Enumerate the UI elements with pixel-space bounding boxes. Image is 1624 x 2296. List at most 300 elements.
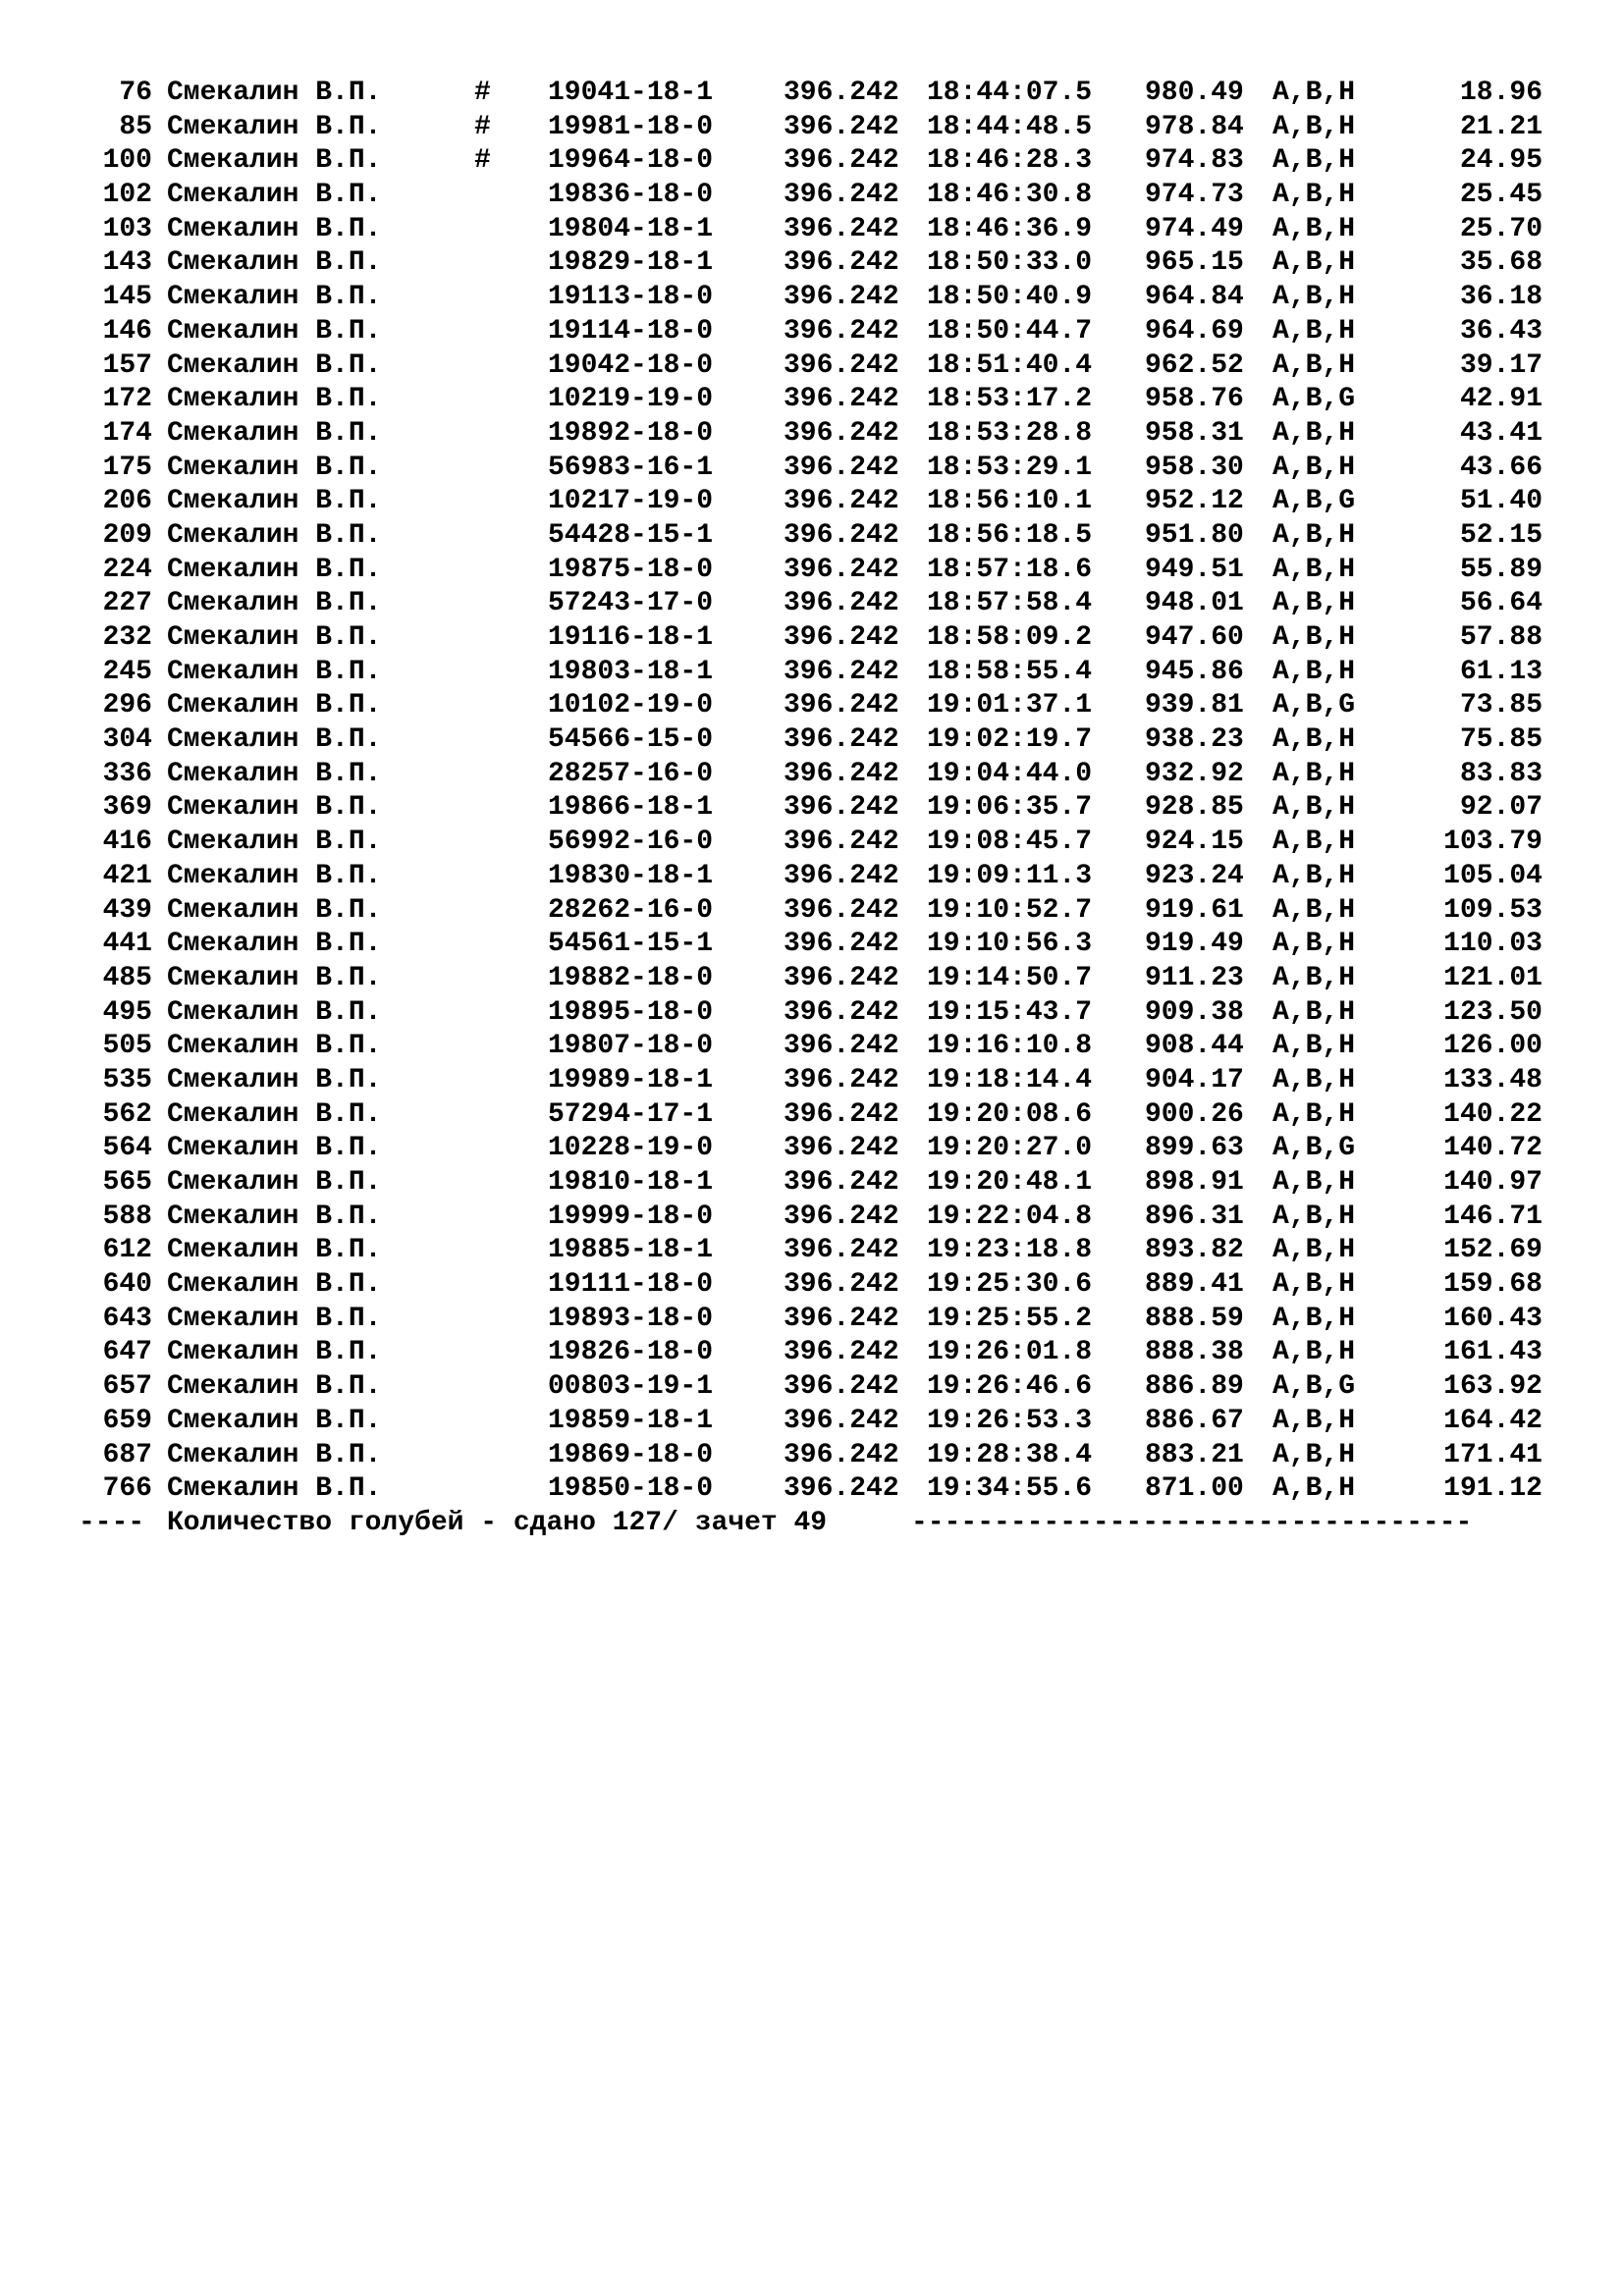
- table-row: [0, 281, 1624, 315]
- flags-cell: A,B,H: [1272, 1031, 1356, 1062]
- points-cell: 52.15: [1459, 519, 1543, 551]
- place-cell: 535: [102, 1064, 152, 1095]
- place-cell: 562: [102, 1098, 152, 1130]
- flags-cell: A,B,H: [1272, 282, 1356, 313]
- flags-cell: A,B,H: [1272, 145, 1356, 177]
- place-cell: 439: [102, 894, 152, 926]
- distance-cell: 396.242: [784, 656, 899, 687]
- ring-number-cell: 19113-18-0: [548, 282, 714, 313]
- speed-cell: 958.31: [1145, 417, 1244, 449]
- arrival-time-cell: 19:06:35.7: [927, 792, 1093, 824]
- place-cell: 172: [102, 384, 152, 415]
- points-cell: 140.72: [1443, 1133, 1543, 1164]
- arrival-time-cell: 19:10:56.3: [927, 929, 1093, 960]
- arrival-time-cell: 18:46:36.9: [927, 213, 1093, 244]
- flags-cell: A,B,H: [1272, 349, 1356, 381]
- ring-number-cell: 19826-18-0: [548, 1337, 714, 1368]
- flags-cell: A,B,H: [1272, 315, 1356, 347]
- arrival-time-cell: 19:28:38.4: [927, 1439, 1093, 1470]
- table-row: [0, 894, 1624, 929]
- fancier-name-cell: Смекалин В.П.: [167, 929, 382, 960]
- table-row: [0, 554, 1624, 588]
- distance-cell: 396.242: [784, 724, 899, 756]
- fancier-name-cell: Смекалин В.П.: [167, 1269, 382, 1301]
- ring-number-cell: 19836-18-0: [548, 180, 714, 211]
- flags-cell: A,B,H: [1272, 827, 1356, 858]
- ring-number-cell: 19810-18-1: [548, 1167, 714, 1198]
- fancier-name-cell: Смекалин В.П.: [167, 417, 382, 449]
- distance-cell: 396.242: [784, 1133, 899, 1164]
- arrival-time-cell: 18:50:44.7: [927, 315, 1093, 347]
- points-cell: 36.43: [1459, 315, 1543, 347]
- flags-cell: A,B,H: [1272, 1201, 1356, 1232]
- distance-cell: 396.242: [784, 180, 899, 211]
- distance-cell: 396.242: [784, 996, 899, 1028]
- distance-cell: 396.242: [784, 827, 899, 858]
- fancier-name-cell: Смекалин В.П.: [167, 282, 382, 313]
- fancier-name-cell: Смекалин В.П.: [167, 213, 382, 244]
- fancier-name-cell: Смекалин В.П.: [167, 996, 382, 1028]
- flags-cell: A,B,H: [1272, 929, 1356, 960]
- arrival-time-cell: 19:20:48.1: [927, 1167, 1093, 1198]
- distance-cell: 396.242: [784, 145, 899, 177]
- fancier-name-cell: Смекалин В.П.: [167, 792, 382, 824]
- fancier-name-cell: Смекалин В.П.: [167, 78, 382, 108]
- arrival-time-cell: 19:26:46.6: [927, 1371, 1093, 1403]
- arrival-time-cell: 19:04:44.0: [927, 758, 1093, 789]
- distance-cell: 396.242: [784, 1337, 899, 1368]
- points-cell: 123.50: [1443, 996, 1543, 1028]
- place-cell: 175: [102, 452, 152, 483]
- arrival-time-cell: 19:08:45.7: [927, 827, 1093, 858]
- flags-cell: A,B,H: [1272, 996, 1356, 1028]
- ring-number-cell: 19964-18-0: [548, 145, 714, 177]
- ring-number-cell: 10217-19-0: [548, 486, 714, 517]
- distance-cell: 396.242: [784, 452, 899, 483]
- points-cell: 159.68: [1443, 1269, 1543, 1301]
- arrival-time-cell: 19:25:30.6: [927, 1269, 1093, 1301]
- points-cell: 55.89: [1459, 554, 1543, 585]
- arrival-time-cell: 18:44:07.5: [927, 78, 1093, 108]
- speed-cell: 883.21: [1145, 1439, 1244, 1470]
- speed-cell: 974.73: [1145, 180, 1244, 211]
- table-row: [0, 77, 1624, 111]
- speed-cell: 958.76: [1145, 384, 1244, 415]
- points-cell: 43.41: [1459, 417, 1543, 449]
- speed-cell: 939.81: [1145, 690, 1244, 721]
- arrival-time-cell: 19:09:11.3: [927, 860, 1093, 891]
- table-row: [0, 349, 1624, 384]
- table-row: [0, 1336, 1624, 1370]
- distance-cell: 396.242: [784, 1167, 899, 1198]
- points-cell: 191.12: [1443, 1473, 1543, 1505]
- ring-number-cell: 19804-18-1: [548, 213, 714, 244]
- points-cell: 42.91: [1459, 384, 1543, 415]
- table-row: [0, 860, 1624, 894]
- flags-cell: A,B,H: [1272, 588, 1356, 619]
- distance-cell: 396.242: [784, 1201, 899, 1232]
- ring-number-cell: 10102-19-0: [548, 690, 714, 721]
- footer-summary-text: Количество голубей - сдано 127/ зачет 49: [167, 1507, 828, 1538]
- ring-number-cell: 19885-18-1: [548, 1235, 714, 1266]
- flags-cell: A,B,H: [1272, 417, 1356, 449]
- fancier-name-cell: Смекалин В.П.: [167, 1337, 382, 1368]
- flags-cell: A,B,G: [1272, 384, 1356, 415]
- speed-cell: 911.23: [1145, 962, 1244, 993]
- arrival-time-cell: 19:01:37.1: [927, 690, 1093, 721]
- points-cell: 103.79: [1443, 827, 1543, 858]
- distance-cell: 396.242: [784, 554, 899, 585]
- points-cell: 25.70: [1459, 213, 1543, 244]
- ring-number-cell: 19999-18-0: [548, 1201, 714, 1232]
- flags-cell: A,B,H: [1272, 1098, 1356, 1130]
- flags-cell: A,B,H: [1272, 1064, 1356, 1095]
- flags-cell: A,B,G: [1272, 690, 1356, 721]
- place-cell: 146: [102, 315, 152, 347]
- arrival-time-cell: 18:58:55.4: [927, 656, 1093, 687]
- table-row: [0, 315, 1624, 349]
- fancier-name-cell: Смекалин В.П.: [167, 452, 382, 483]
- arrival-time-cell: 19:20:27.0: [927, 1133, 1093, 1164]
- table-row: [0, 1030, 1624, 1064]
- distance-cell: 396.242: [784, 690, 899, 721]
- points-cell: 133.48: [1443, 1064, 1543, 1095]
- arrival-time-cell: 18:44:48.5: [927, 111, 1093, 142]
- speed-cell: 924.15: [1145, 827, 1244, 858]
- place-cell: 687: [102, 1439, 152, 1470]
- distance-cell: 396.242: [784, 1098, 899, 1130]
- points-cell: 51.40: [1459, 486, 1543, 517]
- speed-cell: 908.44: [1145, 1031, 1244, 1062]
- place-cell: 232: [102, 622, 152, 653]
- speed-cell: 893.82: [1145, 1235, 1244, 1266]
- points-cell: 126.00: [1443, 1031, 1543, 1062]
- ring-number-cell: 19859-18-1: [548, 1405, 714, 1436]
- flags-cell: A,B,H: [1272, 519, 1356, 551]
- flags-cell: A,B,H: [1272, 78, 1356, 108]
- table-row: [0, 1234, 1624, 1268]
- speed-cell: 974.49: [1145, 213, 1244, 244]
- place-cell: 643: [102, 1303, 152, 1334]
- speed-cell: 898.91: [1145, 1167, 1244, 1198]
- arrival-time-cell: 19:34:55.6: [927, 1473, 1093, 1505]
- speed-cell: 952.12: [1145, 486, 1244, 517]
- arrival-time-cell: 19:25:55.2: [927, 1303, 1093, 1334]
- distance-cell: 396.242: [784, 1439, 899, 1470]
- place-cell: 102: [102, 180, 152, 211]
- speed-cell: 978.84: [1145, 111, 1244, 142]
- ring-number-cell: 19866-18-1: [548, 792, 714, 824]
- points-cell: 57.88: [1459, 622, 1543, 653]
- speed-cell: 886.89: [1145, 1371, 1244, 1403]
- place-cell: 336: [102, 758, 152, 789]
- distance-cell: 396.242: [784, 792, 899, 824]
- points-cell: 105.04: [1443, 860, 1543, 891]
- table-row: [0, 144, 1624, 179]
- distance-cell: 396.242: [784, 213, 899, 244]
- flags-cell: A,B,H: [1272, 860, 1356, 891]
- fancier-name-cell: Смекалин В.П.: [167, 1473, 382, 1505]
- fancier-name-cell: Смекалин В.П.: [167, 486, 382, 517]
- place-cell: 209: [102, 519, 152, 551]
- arrival-time-cell: 19:02:19.7: [927, 724, 1093, 756]
- table-row: [0, 996, 1624, 1031]
- table-row: [0, 485, 1624, 519]
- speed-cell: 889.41: [1145, 1269, 1244, 1301]
- place-cell: 157: [102, 349, 152, 381]
- fancier-name-cell: Смекалин В.П.: [167, 519, 382, 551]
- ring-number-cell: 19989-18-1: [548, 1064, 714, 1095]
- mark-cell: #: [474, 78, 491, 108]
- points-cell: 121.01: [1443, 962, 1543, 993]
- flags-cell: A,B,H: [1272, 213, 1356, 244]
- points-cell: 73.85: [1459, 690, 1543, 721]
- speed-cell: 919.61: [1145, 894, 1244, 926]
- distance-cell: 396.242: [784, 1303, 899, 1334]
- distance-cell: 396.242: [784, 519, 899, 551]
- distance-cell: 396.242: [784, 1405, 899, 1436]
- ring-number-cell: 19830-18-1: [548, 860, 714, 891]
- table-row: [0, 962, 1624, 996]
- points-cell: 61.13: [1459, 656, 1543, 687]
- speed-cell: 958.30: [1145, 452, 1244, 483]
- fancier-name-cell: Смекалин В.П.: [167, 860, 382, 891]
- distance-cell: 396.242: [784, 315, 899, 347]
- place-cell: 85: [119, 111, 152, 142]
- speed-cell: 928.85: [1145, 792, 1244, 824]
- ring-number-cell: 57294-17-1: [548, 1098, 714, 1130]
- speed-cell: 904.17: [1145, 1064, 1244, 1095]
- ring-number-cell: 19882-18-0: [548, 962, 714, 993]
- place-cell: 659: [102, 1405, 152, 1436]
- speed-cell: 945.86: [1145, 656, 1244, 687]
- ring-number-cell: 19893-18-0: [548, 1303, 714, 1334]
- table-row: [0, 723, 1624, 758]
- arrival-time-cell: 19:26:53.3: [927, 1405, 1093, 1436]
- distance-cell: 396.242: [784, 860, 899, 891]
- speed-cell: 886.67: [1145, 1405, 1244, 1436]
- arrival-time-cell: 18:56:10.1: [927, 486, 1093, 517]
- table-row: [0, 621, 1624, 656]
- table-row: [0, 791, 1624, 826]
- ring-number-cell: 19111-18-0: [548, 1269, 714, 1301]
- table-row: [0, 826, 1624, 860]
- speed-cell: 947.60: [1145, 622, 1244, 653]
- place-cell: 612: [102, 1235, 152, 1266]
- ring-number-cell: 19807-18-0: [548, 1031, 714, 1062]
- fancier-name-cell: Смекалин В.П.: [167, 827, 382, 858]
- speed-cell: 974.83: [1145, 145, 1244, 177]
- flags-cell: A,B,H: [1272, 1337, 1356, 1368]
- fancier-name-cell: Смекалин В.П.: [167, 1235, 382, 1266]
- place-cell: 495: [102, 996, 152, 1028]
- distance-cell: 396.242: [784, 111, 899, 142]
- distance-cell: 396.242: [784, 929, 899, 960]
- place-cell: 227: [102, 588, 152, 619]
- table-row: [0, 1472, 1624, 1507]
- fancier-name-cell: Смекалин В.П.: [167, 1371, 382, 1403]
- table-row: [0, 179, 1624, 213]
- fancier-name-cell: Смекалин В.П.: [167, 554, 382, 585]
- distance-cell: 396.242: [784, 1473, 899, 1505]
- summary-footer: [0, 1507, 1624, 1541]
- flags-cell: A,B,H: [1272, 1269, 1356, 1301]
- ring-number-cell: 19895-18-0: [548, 996, 714, 1028]
- flags-cell: A,B,G: [1272, 486, 1356, 517]
- place-cell: 485: [102, 962, 152, 993]
- flags-cell: A,B,H: [1272, 1439, 1356, 1470]
- place-cell: 206: [102, 486, 152, 517]
- points-cell: 140.22: [1443, 1098, 1543, 1130]
- distance-cell: 396.242: [784, 1031, 899, 1062]
- arrival-time-cell: 19:26:01.8: [927, 1337, 1093, 1368]
- distance-cell: 396.242: [784, 962, 899, 993]
- points-cell: 39.17: [1459, 349, 1543, 381]
- place-cell: 145: [102, 282, 152, 313]
- distance-cell: 396.242: [784, 894, 899, 926]
- ring-number-cell: 19041-18-1: [548, 78, 714, 108]
- table-row: [0, 452, 1624, 486]
- table-row: [0, 656, 1624, 690]
- mark-cell: #: [474, 145, 491, 177]
- table-row: [0, 383, 1624, 417]
- ring-number-cell: 00803-19-1: [548, 1371, 714, 1403]
- points-cell: 146.71: [1443, 1201, 1543, 1232]
- flags-cell: A,B,H: [1272, 1405, 1356, 1436]
- fancier-name-cell: Смекалин В.П.: [167, 1133, 382, 1164]
- place-cell: 421: [102, 860, 152, 891]
- fancier-name-cell: Смекалин В.П.: [167, 247, 382, 279]
- flags-cell: A,B,H: [1272, 622, 1356, 653]
- ring-number-cell: 57243-17-0: [548, 588, 714, 619]
- points-cell: 35.68: [1459, 247, 1543, 279]
- ring-number-cell: 19869-18-0: [548, 1439, 714, 1470]
- arrival-time-cell: 18:46:28.3: [927, 145, 1093, 177]
- fancier-name-cell: Смекалин В.П.: [167, 111, 382, 142]
- flags-cell: A,B,H: [1272, 758, 1356, 789]
- ring-number-cell: 19892-18-0: [548, 417, 714, 449]
- arrival-time-cell: 18:53:29.1: [927, 452, 1093, 483]
- table-row: [0, 1064, 1624, 1098]
- fancier-name-cell: Смекалин В.П.: [167, 622, 382, 653]
- ring-number-cell: 19850-18-0: [548, 1473, 714, 1505]
- arrival-time-cell: 19:22:04.8: [927, 1201, 1093, 1232]
- fancier-name-cell: Смекалин В.П.: [167, 894, 382, 926]
- ring-number-cell: 19981-18-0: [548, 111, 714, 142]
- distance-cell: 396.242: [784, 1371, 899, 1403]
- flags-cell: A,B,H: [1272, 656, 1356, 687]
- flags-cell: A,B,H: [1272, 554, 1356, 585]
- ring-number-cell: 19114-18-0: [548, 315, 714, 347]
- points-cell: 56.64: [1459, 588, 1543, 619]
- table-row: [0, 587, 1624, 621]
- fancier-name-cell: Смекалин В.П.: [167, 962, 382, 993]
- ring-number-cell: 19042-18-0: [548, 349, 714, 381]
- points-cell: 163.92: [1443, 1371, 1543, 1403]
- place-cell: 103: [102, 213, 152, 244]
- flags-cell: A,B,H: [1272, 452, 1356, 483]
- place-cell: 245: [102, 656, 152, 687]
- place-cell: 441: [102, 929, 152, 960]
- flags-cell: A,B,G: [1272, 1133, 1356, 1164]
- arrival-time-cell: 18:57:58.4: [927, 588, 1093, 619]
- points-cell: 24.95: [1459, 145, 1543, 177]
- table-row: [0, 1303, 1624, 1337]
- place-cell: 766: [102, 1473, 152, 1505]
- speed-cell: 964.84: [1145, 282, 1244, 313]
- fancier-name-cell: Смекалин В.П.: [167, 180, 382, 211]
- place-cell: 304: [102, 724, 152, 756]
- points-cell: 140.97: [1443, 1167, 1543, 1198]
- speed-cell: 888.59: [1145, 1303, 1244, 1334]
- speed-cell: 932.92: [1145, 758, 1244, 789]
- flags-cell: A,B,H: [1272, 247, 1356, 279]
- place-cell: 100: [102, 145, 152, 177]
- speed-cell: 938.23: [1145, 724, 1244, 756]
- fancier-name-cell: Смекалин В.П.: [167, 1405, 382, 1436]
- table-row: [0, 758, 1624, 792]
- distance-cell: 396.242: [784, 622, 899, 653]
- points-cell: 109.53: [1443, 894, 1543, 926]
- place-cell: 174: [102, 417, 152, 449]
- fancier-name-cell: Смекалин В.П.: [167, 1167, 382, 1198]
- arrival-time-cell: 18:50:40.9: [927, 282, 1093, 313]
- table-row: [0, 1370, 1624, 1405]
- table-row: [0, 246, 1624, 281]
- distance-cell: 396.242: [784, 1064, 899, 1095]
- place-cell: 505: [102, 1031, 152, 1062]
- speed-cell: 965.15: [1145, 247, 1244, 279]
- ring-number-cell: 54561-15-1: [548, 929, 714, 960]
- points-cell: 18.96: [1459, 78, 1543, 108]
- arrival-time-cell: 19:15:43.7: [927, 996, 1093, 1028]
- distance-cell: 396.242: [784, 247, 899, 279]
- arrival-time-cell: 19:16:10.8: [927, 1031, 1093, 1062]
- table-row: [0, 1201, 1624, 1235]
- footer-lead-dashes: ----: [79, 1507, 145, 1538]
- fancier-name-cell: Смекалин В.П.: [167, 349, 382, 381]
- fancier-name-cell: Смекалин В.П.: [167, 690, 382, 721]
- distance-cell: 396.242: [784, 1235, 899, 1266]
- arrival-time-cell: 18:53:28.8: [927, 417, 1093, 449]
- place-cell: 565: [102, 1167, 152, 1198]
- fancier-name-cell: Смекалин В.П.: [167, 724, 382, 756]
- points-cell: 21.21: [1459, 111, 1543, 142]
- points-cell: 171.41: [1443, 1439, 1543, 1470]
- fancier-name-cell: Смекалин В.П.: [167, 1098, 382, 1130]
- results-table: [0, 77, 1624, 1541]
- ring-number-cell: 56983-16-1: [548, 452, 714, 483]
- arrival-time-cell: 19:14:50.7: [927, 962, 1093, 993]
- place-cell: 369: [102, 792, 152, 824]
- table-row: [0, 111, 1624, 145]
- distance-cell: 396.242: [784, 588, 899, 619]
- ring-number-cell: 19803-18-1: [548, 656, 714, 687]
- arrival-time-cell: 18:53:17.2: [927, 384, 1093, 415]
- ring-number-cell: 56992-16-0: [548, 827, 714, 858]
- ring-number-cell: 19829-18-1: [548, 247, 714, 279]
- arrival-time-cell: 19:23:18.8: [927, 1235, 1093, 1266]
- distance-cell: 396.242: [784, 282, 899, 313]
- fancier-name-cell: Смекалин В.П.: [167, 1303, 382, 1334]
- flags-cell: A,B,H: [1272, 180, 1356, 211]
- fancier-name-cell: Смекалин В.П.: [167, 758, 382, 789]
- points-cell: 152.69: [1443, 1235, 1543, 1266]
- place-cell: 588: [102, 1201, 152, 1232]
- points-cell: 164.42: [1443, 1405, 1543, 1436]
- points-cell: 161.43: [1443, 1337, 1543, 1368]
- points-cell: 25.45: [1459, 180, 1543, 211]
